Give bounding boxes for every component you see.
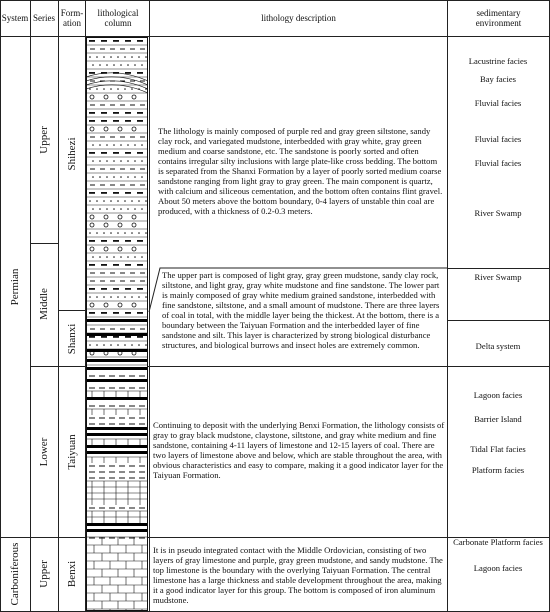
env-river-swamp-2: River Swamp: [474, 272, 522, 282]
env-fluvial-3: Fluvial facies: [474, 158, 522, 168]
env-river-swamp-1: River Swamp: [474, 208, 522, 218]
description-taiyuan: Continuing to deposit with the underlying Benxi Formation, the lithology consists of gray to gray black mudstone, claystone, siltstone, and gray white medium and fine sandstone, containing 4-11 layers of limestone and 12-15 layers of coal. There are two layers of limestone above and below, which are stable throughout the area, with obvious characteristics and easy to compare, making it a good indicator layer for the Taiyuan Formation.: [153, 420, 445, 480]
header-description: lithology description: [261, 13, 336, 23]
system-permian: Permian: [9, 268, 21, 306]
system-carboniferous: Carboniferous: [9, 542, 21, 606]
series-lower: Lower: [38, 437, 50, 467]
formation-shanxi: Shanxi: [66, 323, 78, 355]
lithological-column: [86, 37, 148, 611]
description-shanxi: The upper part is composed of light gray, gray green mudstone, sandy clay rock, siltstone, and light gray, gray white mudstone and fine sandstone. The lower part is mainly composed of gray white medium grained sandstone, interbedded with fine sandstone, siltstone, and a small amount of mudstone. There are three layers of coal in total, with the middle layer being the thickest. At the bottom, there is a boundary between the Taiyuan Formation and the interbedded layer of fine sandstone and silt. This layer is characterized by strong biological disturbance structures, and biological burrows and insect holes are extremely common.: [162, 270, 440, 350]
formation-benxi: Benxi: [66, 560, 78, 588]
series-upper-permian: Upper: [38, 126, 50, 154]
env-tidal-flat: Tidal Flat facies: [470, 444, 526, 454]
description-benxi: It is in pseudo integrated contact with the Middle Ordovician, consisting of two layers of gray limestone and purple, gray green mudstone, and sandy mudstone. The top limestone is the boundary with the overlying Taiyuan Formation. The central limestone has a large thickness and stable development throughout the area, making it a good indicator layer for this group. The bottom is composed of iron aluminum mudstone.: [153, 545, 443, 605]
header-system: System: [1, 13, 29, 23]
description-shihezi: The lithology is mainly composed of purple red and gray green siltstone, sandy clay rock, and variegated mudstone, interbedded with gray white, gray green medium and coarse sandstone, etc. The sandstone is poorly sorted and often contains irregular silty inclusions with large plate-like cross bedding. The bottom is separated from the Shanxi Formation by a layer of poorly sorted medium coarse sandstone ranging from light gray to gray green. The main component is quartz, with calcium and siliceous cementation, and the bottom often contains flint gravel. About 50 meters above the bottom boundary, 0-4 layers of unstable thin coal are produced, with a thickness of 0.2-0.3 meters.: [158, 126, 443, 216]
env-barrier-island: Barrier Island: [474, 414, 522, 424]
header-formation: Form- ation: [60, 8, 84, 28]
formation-shihezi: Shihezi: [66, 137, 78, 171]
series-middle: Middle: [38, 288, 50, 320]
env-fluvial-1: Fluvial facies: [474, 98, 522, 108]
env-fluvial-2: Fluvial facies: [474, 134, 522, 144]
header-environment: sedimentary environment: [475, 8, 522, 28]
env-carbonate-platform: Carbonate Platform facies: [453, 537, 543, 547]
env-delta: Delta system: [475, 341, 521, 351]
formation-taiyuan: Taiyuan: [66, 434, 78, 470]
env-lacustrine: Lacustrine facies: [468, 56, 528, 66]
env-lagoon-2: Lagoon facies: [473, 563, 523, 573]
series-upper-carboniferous: Upper: [38, 560, 50, 588]
env-lagoon-1: Lagoon facies: [473, 390, 523, 400]
header-column: lithological column: [97, 8, 139, 28]
header-series: Series: [33, 13, 55, 23]
env-platform: Platform facies: [471, 465, 525, 475]
lithology-pattern: [86, 37, 148, 611]
env-bay: Bay facies: [479, 74, 517, 84]
